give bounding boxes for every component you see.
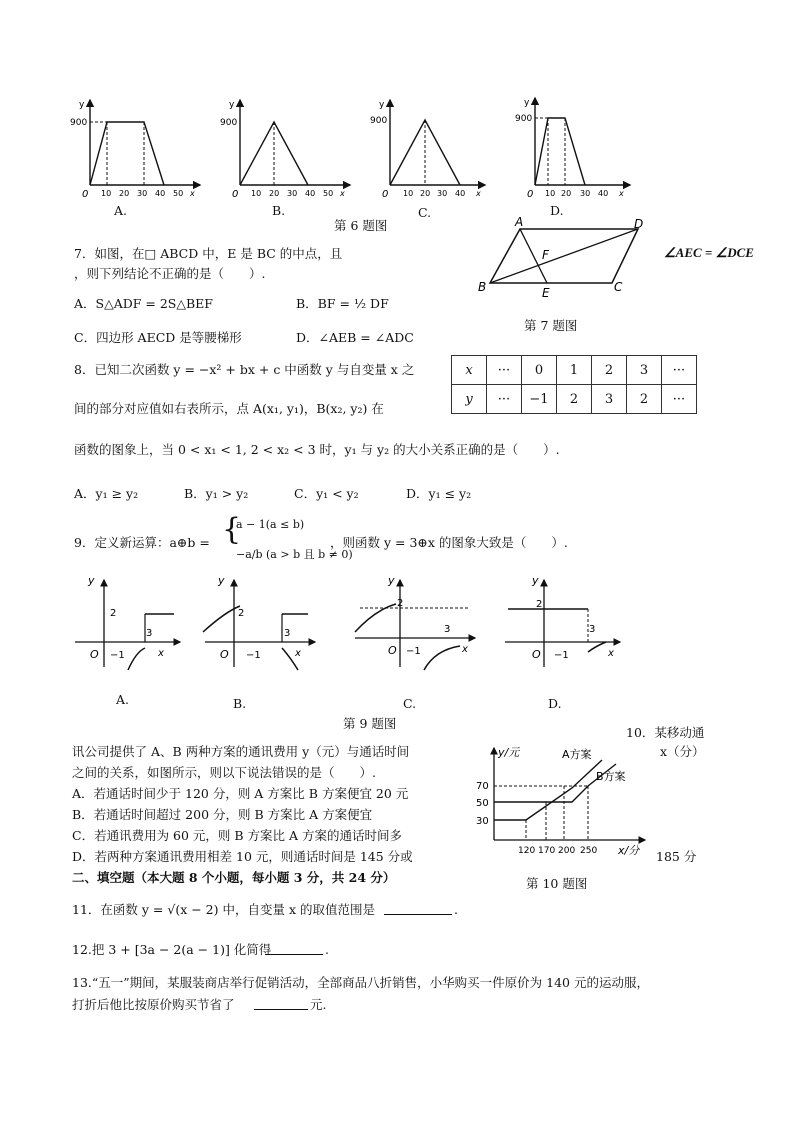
svg-text:3: 3 xyxy=(589,624,596,635)
q9-label-a: A. xyxy=(116,692,130,707)
q7-opt-d: D．∠AEB = ∠ADC xyxy=(296,330,414,345)
svg-text:20: 20 xyxy=(420,189,431,198)
svg-text:0: 0 xyxy=(232,189,239,200)
q10-graph xyxy=(470,742,660,862)
svg-text:y: y xyxy=(88,574,95,587)
svg-text:3: 3 xyxy=(284,628,291,639)
svg-text:2: 2 xyxy=(536,599,543,610)
q9-label-d: D. xyxy=(548,696,562,711)
svg-text:y: y xyxy=(532,574,539,587)
q7-opt-b: B．BF = ½ DF xyxy=(296,296,389,311)
q9-graph-c xyxy=(355,574,475,670)
svg-text:y: y xyxy=(388,574,395,587)
svg-text:O: O xyxy=(220,648,229,661)
q7-opt-c: C．四边形 AECD 是等腰梯形 xyxy=(74,330,242,345)
q10-tail: 185 分 xyxy=(656,849,697,864)
q6-label-b: B. xyxy=(272,203,286,218)
q9-graph-b xyxy=(203,574,315,670)
q9-suffix: ，则函数 y = 3⊕x 的图象大致是（ ）. xyxy=(330,535,568,550)
svg-text:B方案: B方案 xyxy=(596,770,626,783)
svg-text:20: 20 xyxy=(269,189,280,198)
q7-opt-a: A．S△ADF = 2S△BEF xyxy=(74,296,213,311)
q10-head-right: 10．某移动通 xyxy=(626,725,705,740)
q8-opt-b: B．y₁ > y₂ xyxy=(184,486,249,501)
q10-opt-c: C．若通讯费用为 60 元，则 B 方案比 A 方案的通话时间多 xyxy=(72,828,403,843)
svg-text:2: 2 xyxy=(110,608,117,619)
svg-text:3: 3 xyxy=(146,628,153,639)
svg-text:10: 10 xyxy=(545,189,556,198)
svg-text:B: B xyxy=(478,280,487,294)
q8-line3: 函数的图象上，当 0 < x₁ < 1, 2 < x₂ < 3 时，y₁ 与 y₂ 的大小关系正确的是（ ）. xyxy=(74,442,560,457)
q9-label-b: B. xyxy=(233,696,247,711)
svg-text:2: 2 xyxy=(238,608,245,619)
svg-text:O: O xyxy=(388,644,397,657)
q10-opt-d: D．若两种方案通讯费用相差 10 元，则通话时间是 145 分或 xyxy=(72,849,413,864)
q13-blank[interactable] xyxy=(254,996,308,1010)
q13-end: 元. xyxy=(310,997,327,1012)
q9-label-c: C. xyxy=(403,696,417,711)
q12-text: 12.把 3 + [3a − 2(a − 1)] 化简得 xyxy=(72,942,272,957)
svg-text:O: O xyxy=(90,648,99,661)
q7-caption: 第 7 题图 xyxy=(524,318,578,333)
q6-graph-d xyxy=(515,98,630,200)
q6a-ytick: 900 xyxy=(70,118,88,128)
q10-opt-a: A．若通话时间少于 120 分，则 A 方案比 B 方案便宜 20 元 xyxy=(72,786,409,801)
q6-graph-b xyxy=(220,100,350,200)
svg-text:x: x xyxy=(619,189,624,198)
q9-prefix: 9．定义新运算：a⊕b = xyxy=(74,535,210,550)
svg-text:20: 20 xyxy=(561,189,572,198)
svg-text:170: 170 xyxy=(538,846,556,856)
svg-text:E: E xyxy=(542,286,550,300)
svg-text:3: 3 xyxy=(444,624,451,635)
svg-text:D: D xyxy=(634,217,644,231)
svg-text:30: 30 xyxy=(437,189,448,198)
svg-text:20: 20 xyxy=(119,189,130,198)
svg-text:O: O xyxy=(532,648,541,661)
svg-text:40: 40 xyxy=(455,189,466,198)
svg-text:40: 40 xyxy=(598,189,609,198)
q12-end: . xyxy=(325,942,329,957)
svg-text:250: 250 xyxy=(580,846,598,856)
svg-text:50: 50 xyxy=(476,798,489,809)
svg-text:900: 900 xyxy=(515,114,533,124)
q9-caption: 第 9 题图 xyxy=(343,716,397,731)
q6-label-a: A. xyxy=(114,203,128,218)
svg-text:70: 70 xyxy=(476,781,489,792)
svg-text:30: 30 xyxy=(476,816,489,827)
q7-line2: ，则下列结论不正确的是（ ）. xyxy=(74,266,266,281)
q10-line1: 讯公司提供了 A、B 两种方案的通讯费用 y（元）与通话时间 xyxy=(72,744,410,759)
svg-text:y/元: y/元 xyxy=(498,746,520,759)
q8-row-x: x ··· 0 1 2 3 ··· xyxy=(452,356,697,385)
q11-blank[interactable] xyxy=(384,901,452,915)
svg-text:y: y xyxy=(229,100,235,110)
q8-value-table xyxy=(451,355,697,414)
section2-title: 二、填空题（本大题 8 个小题，每小题 3 分，共 24 分） xyxy=(72,870,396,885)
q9-brace: { xyxy=(222,512,242,547)
svg-text:x: x xyxy=(462,644,468,655)
svg-text:A方案: A方案 xyxy=(562,748,592,761)
svg-text:10: 10 xyxy=(251,189,262,198)
svg-text:−1: −1 xyxy=(110,650,125,661)
q9-graph-a xyxy=(75,574,180,670)
svg-text:30: 30 xyxy=(580,189,591,198)
svg-text:x: x xyxy=(158,648,164,659)
svg-text:x: x xyxy=(340,189,345,198)
svg-text:x: x xyxy=(608,648,614,659)
q13-line2: 打折后他比按原价购买节省了 xyxy=(72,997,235,1012)
svg-text:y: y xyxy=(379,100,385,110)
q9-case1: a − 1(a ≤ b) xyxy=(236,518,305,531)
q9-graph-d xyxy=(505,574,620,667)
q9-graphs xyxy=(70,572,640,672)
q8-opt-c: C．y₁ < y₂ xyxy=(294,486,359,501)
svg-text:y: y xyxy=(524,98,530,108)
q6-graphs xyxy=(60,90,640,220)
svg-text:30: 30 xyxy=(137,189,148,198)
q6a-y: y xyxy=(79,100,85,110)
svg-text:40: 40 xyxy=(155,189,166,198)
q10-opt-b: B．若通话时间超过 200 分，则 B 方案比 A 方案便宜 xyxy=(72,807,373,822)
q6-label-d: D. xyxy=(550,203,564,218)
svg-text:x: x xyxy=(476,189,481,198)
svg-text:900: 900 xyxy=(220,118,238,128)
svg-text:C: C xyxy=(614,280,623,294)
svg-text:50: 50 xyxy=(323,189,334,198)
svg-text:−1: −1 xyxy=(554,650,569,661)
q11-end: . xyxy=(454,902,458,917)
q8-line1: 8．已知二次函数 y = −x² + bx + c 中函数 y 与自变量 x 之 xyxy=(74,362,415,377)
svg-text:0: 0 xyxy=(382,189,389,200)
svg-text:30: 30 xyxy=(287,189,298,198)
svg-text:2: 2 xyxy=(397,598,404,609)
q7-right-note: ∠AEC = ∠DCE xyxy=(664,245,754,260)
q8-line2: 间的部分对应值如右表所示，点 A(x₁, y₁)，B(x₂, y₂) 在 xyxy=(74,401,384,416)
svg-text:x/分: x/分 xyxy=(618,844,640,857)
q7-figure xyxy=(470,215,660,300)
q10-line2: 之间的关系，如图所示，则以下说法错误的是（ ）. xyxy=(72,765,376,780)
q6-label-c: C. xyxy=(418,205,432,220)
svg-text:−1: −1 xyxy=(246,650,261,661)
q6-graph-a xyxy=(70,100,200,200)
q8-opt-d: D．y₁ ≤ y₂ xyxy=(406,486,472,501)
q10-caption: 第 10 题图 xyxy=(526,876,588,891)
q11-text: 11．在函数 y = √(x − 2) 中，自变量 x 的取值范围是 xyxy=(72,902,375,917)
q12-blank[interactable] xyxy=(265,941,323,955)
q13-line1: 13.“五一”期间，某服装商店举行促销活动，全部商品八折销售，小华购买一件原价为 140 元的运动服， xyxy=(72,975,649,990)
svg-text:x: x xyxy=(190,189,195,198)
svg-text:200: 200 xyxy=(558,846,576,856)
svg-text:120: 120 xyxy=(518,846,536,856)
q7-line1: 7．如图，在□ ABCD 中，E 是 BC 的中点，且 xyxy=(74,246,343,261)
q6-graph-c xyxy=(370,100,485,200)
svg-text:F: F xyxy=(542,248,549,262)
svg-text:x: x xyxy=(295,648,301,659)
svg-text:40: 40 xyxy=(305,189,316,198)
q10-head-right2: x（分） xyxy=(660,744,705,759)
svg-text:10: 10 xyxy=(403,189,414,198)
svg-text:A: A xyxy=(515,215,524,229)
q9-case2: −a/b (a > b 且 b ≠ 0) xyxy=(236,548,353,561)
q6a-origin: 0 xyxy=(82,189,89,200)
svg-text:y: y xyxy=(218,574,225,587)
q6-caption: 第 6 题图 xyxy=(334,218,388,233)
svg-text:0: 0 xyxy=(527,189,534,200)
q8-opt-a: A．y₁ ≥ y₂ xyxy=(74,486,139,501)
svg-text:−1: −1 xyxy=(406,646,421,657)
svg-text:10: 10 xyxy=(101,189,112,198)
q8-row-y: y ··· −1 2 3 2 ··· xyxy=(452,385,697,414)
svg-text:900: 900 xyxy=(370,116,388,126)
svg-text:50: 50 xyxy=(173,189,184,198)
